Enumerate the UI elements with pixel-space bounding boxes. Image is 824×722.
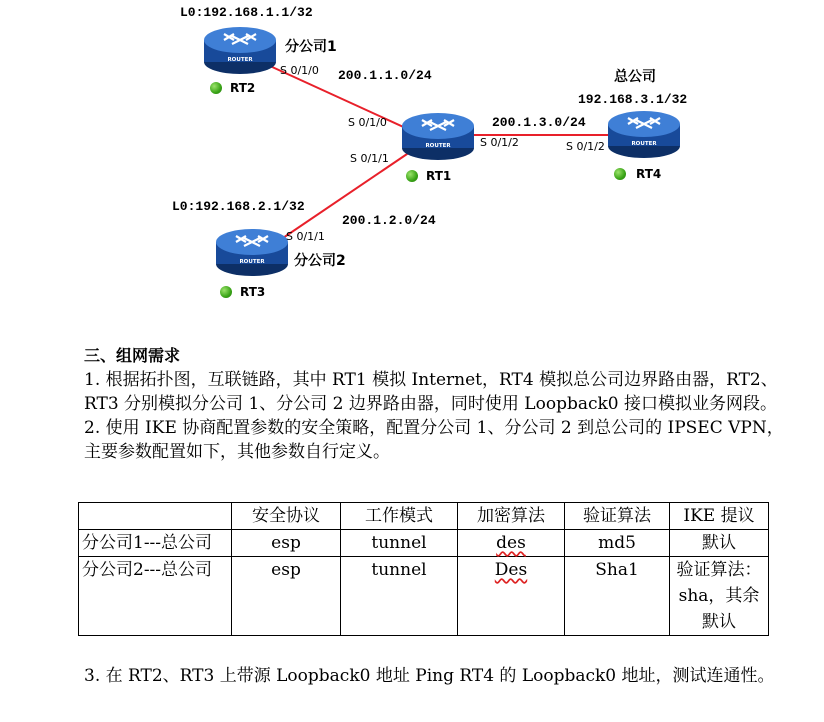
requirement-3: 3. 在 RT2、RT3 上带源 Loopback0 地址 Ping RT4 的 Loopback0 地址，测试连通性。: [84, 666, 775, 686]
net-200-1-2: 200.1.2.0/24: [342, 213, 436, 228]
table-cell: esp: [232, 530, 341, 557]
rt2-site: 分公司1: [285, 39, 337, 55]
port-rt4-s012: S 0/1/2: [566, 140, 605, 153]
section-heading: 三、组网需求: [84, 346, 181, 365]
table-cell: Sha1: [565, 557, 670, 636]
table-cell: 分公司2---总公司: [79, 557, 232, 636]
status-dot-icon: [614, 168, 626, 180]
router-label: ROUTER: [425, 143, 451, 149]
table-cell: 分公司1---总公司: [79, 530, 232, 557]
table-header-row: [79, 503, 769, 530]
network-topology: [0, 0, 824, 340]
router-icon-rt3[interactable]: [214, 226, 290, 278]
requirement-2: 2. 使用 IKE 协商配置参数的安全策略，配置分公司 1、分公司 2 到总公司的 IPSEC VPN，主要参数配置如下，其他参数自行定义。: [84, 418, 784, 462]
rt4-site: 总公司: [614, 69, 656, 85]
requirement-1: 1. 根据拓扑图，互联链路，其中 RT1 模拟 Internet，RT4 模拟总公司边界路由器，RT2、RT3 分别模拟分公司 1、分公司 2 边界路由器，同时使用 Loopback0 接口模拟业务网段。: [84, 370, 778, 414]
status-dot-icon: [210, 82, 222, 94]
router-icon-rt2[interactable]: [202, 24, 278, 76]
table-cell: tunnel: [341, 530, 458, 557]
rt3-name: RT3: [240, 285, 266, 299]
rt3-loopback: L0:192.168.2.1/32: [172, 199, 305, 214]
rt2-loopback: L0:192.168.1.1/32: [180, 5, 313, 20]
table-cell: [458, 557, 565, 636]
port-rt1-s011: S 0/1/1: [350, 152, 389, 165]
router-label: ROUTER: [631, 141, 657, 147]
cell-text: des: [496, 533, 526, 553]
router-label: ROUTER: [227, 57, 253, 63]
table-row: [79, 557, 769, 636]
table-header: 安全协议: [232, 503, 341, 530]
requirements-text: [84, 344, 784, 464]
table-cell: tunnel: [341, 557, 458, 636]
table-header: 加密算法: [458, 503, 565, 530]
router-icon-rt4[interactable]: [606, 108, 682, 160]
table-header: [79, 503, 232, 530]
table-cell: md5: [565, 530, 670, 557]
port-rt2-s010: S 0/1/0: [280, 64, 319, 77]
rt1-name: RT1: [426, 169, 452, 183]
rt4-name: RT4: [636, 167, 662, 181]
table-header: IKE 提议: [670, 503, 769, 530]
table-header: 工作模式: [341, 503, 458, 530]
table-header: 验证算法: [565, 503, 670, 530]
port-rt3-s011: S 0/1/1: [286, 230, 325, 243]
table-cell: [458, 530, 565, 557]
port-rt1-s010: S 0/1/0: [348, 116, 387, 129]
table-cell: 验证算法：sha，其余默认: [670, 557, 769, 636]
ipsec-parameter-table: [78, 502, 769, 636]
cell-text: Des: [494, 560, 528, 580]
rt2-name: RT2: [230, 81, 256, 95]
table-cell: esp: [232, 557, 341, 636]
router-label: ROUTER: [239, 259, 265, 265]
router-icon-rt1[interactable]: [400, 110, 476, 162]
port-rt1-s012: S 0/1/2: [480, 136, 519, 149]
rt4-loopback: 192.168.3.1/32: [578, 92, 688, 107]
table-row: [79, 530, 769, 557]
net-200-1-1: 200.1.1.0/24: [338, 68, 432, 83]
table-cell: 默认: [670, 530, 769, 557]
net-200-1-3: 200.1.3.0/24: [492, 115, 586, 130]
status-dot-icon: [220, 286, 232, 298]
status-dot-icon: [406, 170, 418, 182]
rt3-site: 分公司2: [294, 253, 346, 269]
